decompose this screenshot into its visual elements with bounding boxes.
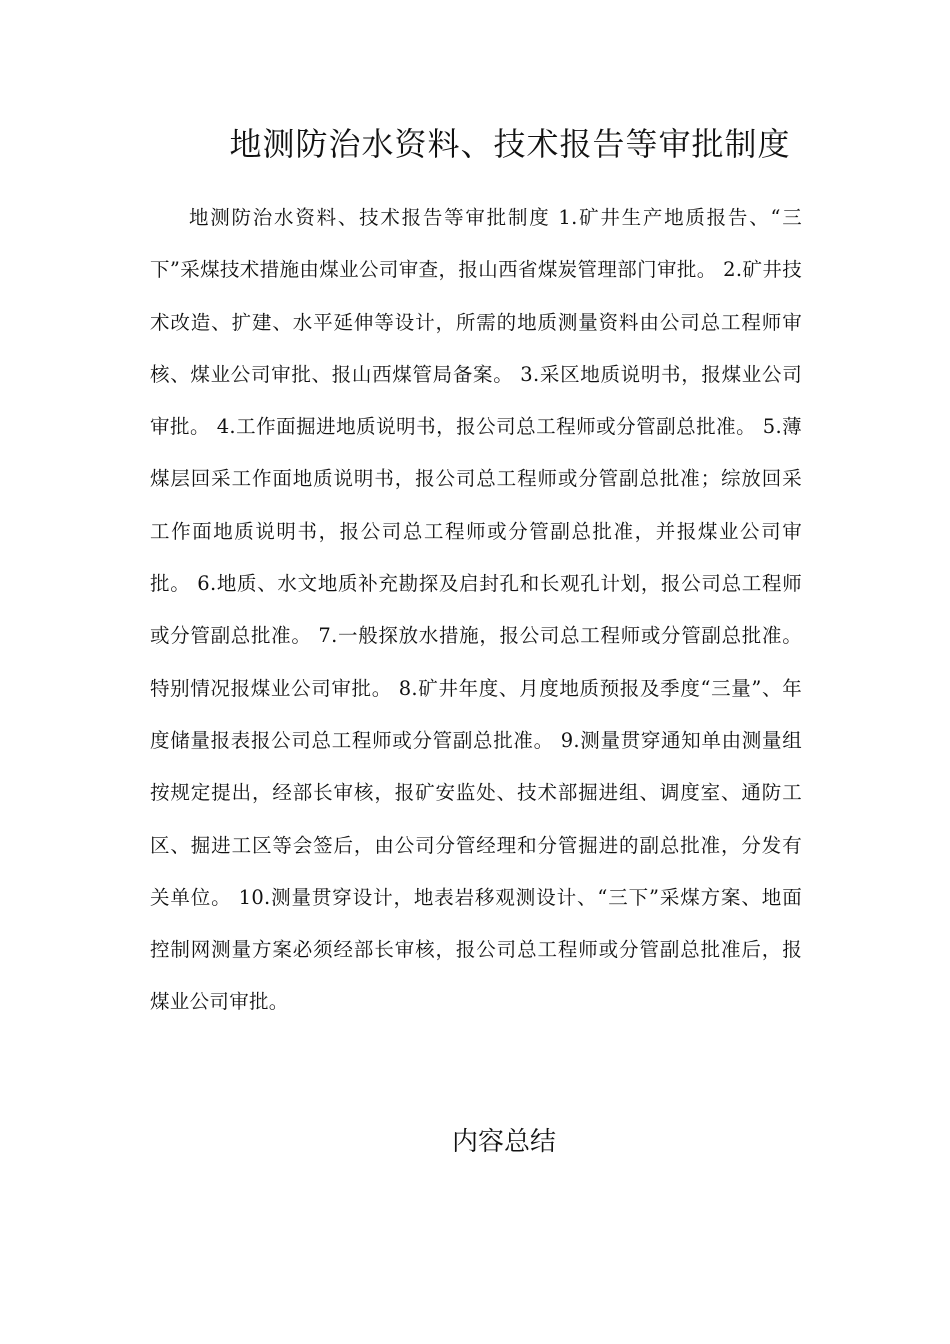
- document-body: 地测防治水资料、技术报告等审批制度 1.矿井生产地质报告、“三下”采煤技术措施由煤业公司审查，报山西省煤炭管理部门审批。 2.矿井技术改造、扩建、水平延伸等设计，所需的地质测量资料由公司总工程师审核、煤业公司审批、报山西煤管局备案。 3.采区地质说明书，报煤业公司审批。 4.工作面掘进地质说明书，报公司总工程师或分管副总批准。 5.薄煤层回采工作面地质说明书，报公司总工程师或分管副总批准；综放回采工作面地质说明书，报公司总工程师或分管副总批准，并报煤业公司审批。 6.地质、水文地质补充勘探及启封孔和长观孔计划，报公司总工程师或分管副总批准。 7.一般探放水措施，报公司总工程师或分管副总批准。特别情况报煤业公司审批。 8.矿井年度、月度地质预报及季度“三量”、年度储量报表报公司总工程师或分管副总批准。 9.测量贯穿通知单由测量组按规定提出，经部长审核，报矿安监处、技术部掘进组、调度室、通防工区、掘进工区等会签后，由公司分管经理和分管掘进的副总批准，分发有关单位。 10.测量贯穿设计，地表岩移观测设计、“三下”采煤方案、地面控制网测量方案必须经部长审核，报公司总工程师或分管副总批准后，报煤业公司审批。: [150, 206, 802, 1014]
- summary-heading: 内容总结: [451, 1127, 556, 1157]
- document-title: 地测防治水资料、技术报告等审批制度: [229, 125, 791, 163]
